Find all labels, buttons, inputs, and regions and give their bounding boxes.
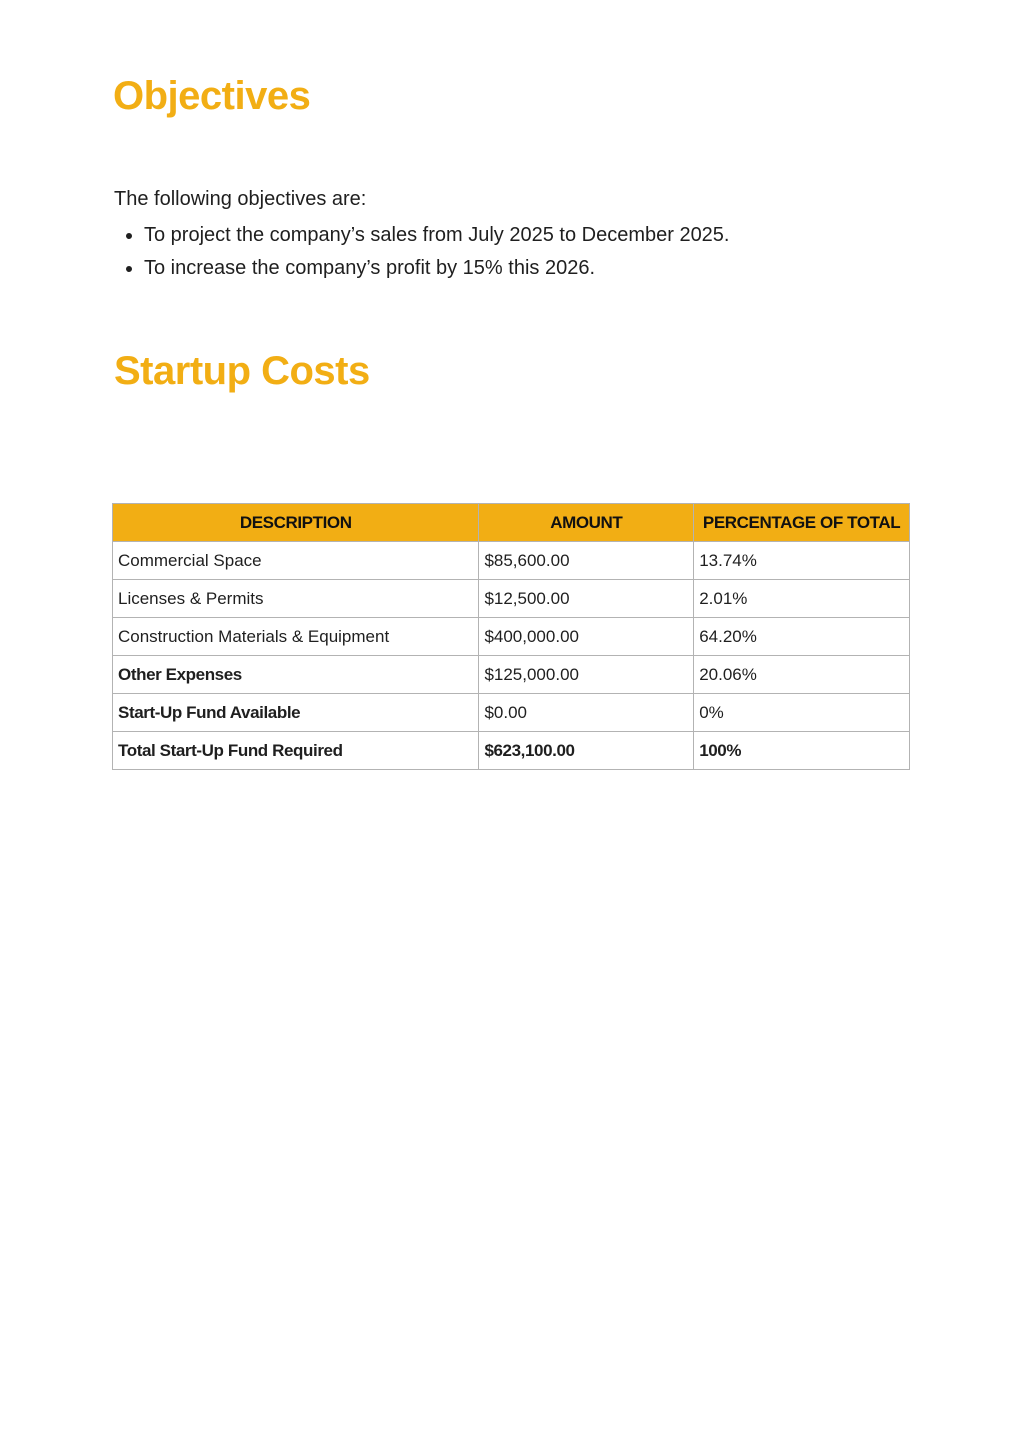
column-header-description: DESCRIPTION xyxy=(113,504,479,542)
table-row xyxy=(113,580,910,618)
table-row xyxy=(113,542,910,580)
cell-amount: $400,000.00 xyxy=(479,618,694,656)
startup-costs-heading: Startup Costs xyxy=(114,349,370,393)
objectives-heading: Objectives xyxy=(113,74,311,118)
cell-percentage: 20.06% xyxy=(694,656,910,694)
table-row-total xyxy=(113,732,910,770)
objectives-list xyxy=(114,219,730,285)
cell-description: Commercial Space xyxy=(113,542,479,580)
objective-item: • To increase the company’s profit by 15% this 2026. xyxy=(144,252,730,285)
startup-costs-table xyxy=(112,503,910,770)
table-header-row xyxy=(113,504,910,542)
table-row xyxy=(113,618,910,656)
cell-percentage: 13.74% xyxy=(694,542,910,580)
cell-description: Licenses & Permits xyxy=(113,580,479,618)
cell-description: Other Expenses xyxy=(113,656,479,694)
cell-amount: $623,100.00 xyxy=(479,732,694,770)
objectives-intro: The following objectives are: xyxy=(114,188,367,210)
cell-description: Construction Materials & Equipment xyxy=(113,618,479,656)
column-header-percentage: PERCENTAGE OF TOTAL xyxy=(694,504,910,542)
table-row xyxy=(113,694,910,732)
cell-percentage: 0% xyxy=(694,694,910,732)
cell-percentage: 64.20% xyxy=(694,618,910,656)
table-row xyxy=(113,656,910,694)
cell-description: Start-Up Fund Available xyxy=(113,694,479,732)
cell-description: Total Start-Up Fund Required xyxy=(113,732,479,770)
objective-item: • To project the company’s sales from July 2025 to December 2025. xyxy=(144,219,730,252)
column-header-amount: AMOUNT xyxy=(479,504,694,542)
cell-amount: $85,600.00 xyxy=(479,542,694,580)
cell-percentage: 2.01% xyxy=(694,580,910,618)
cell-percentage: 100% xyxy=(694,732,910,770)
cell-amount: $0.00 xyxy=(479,694,694,732)
cell-amount: $12,500.00 xyxy=(479,580,694,618)
table-body xyxy=(113,542,910,770)
cell-amount: $125,000.00 xyxy=(479,656,694,694)
